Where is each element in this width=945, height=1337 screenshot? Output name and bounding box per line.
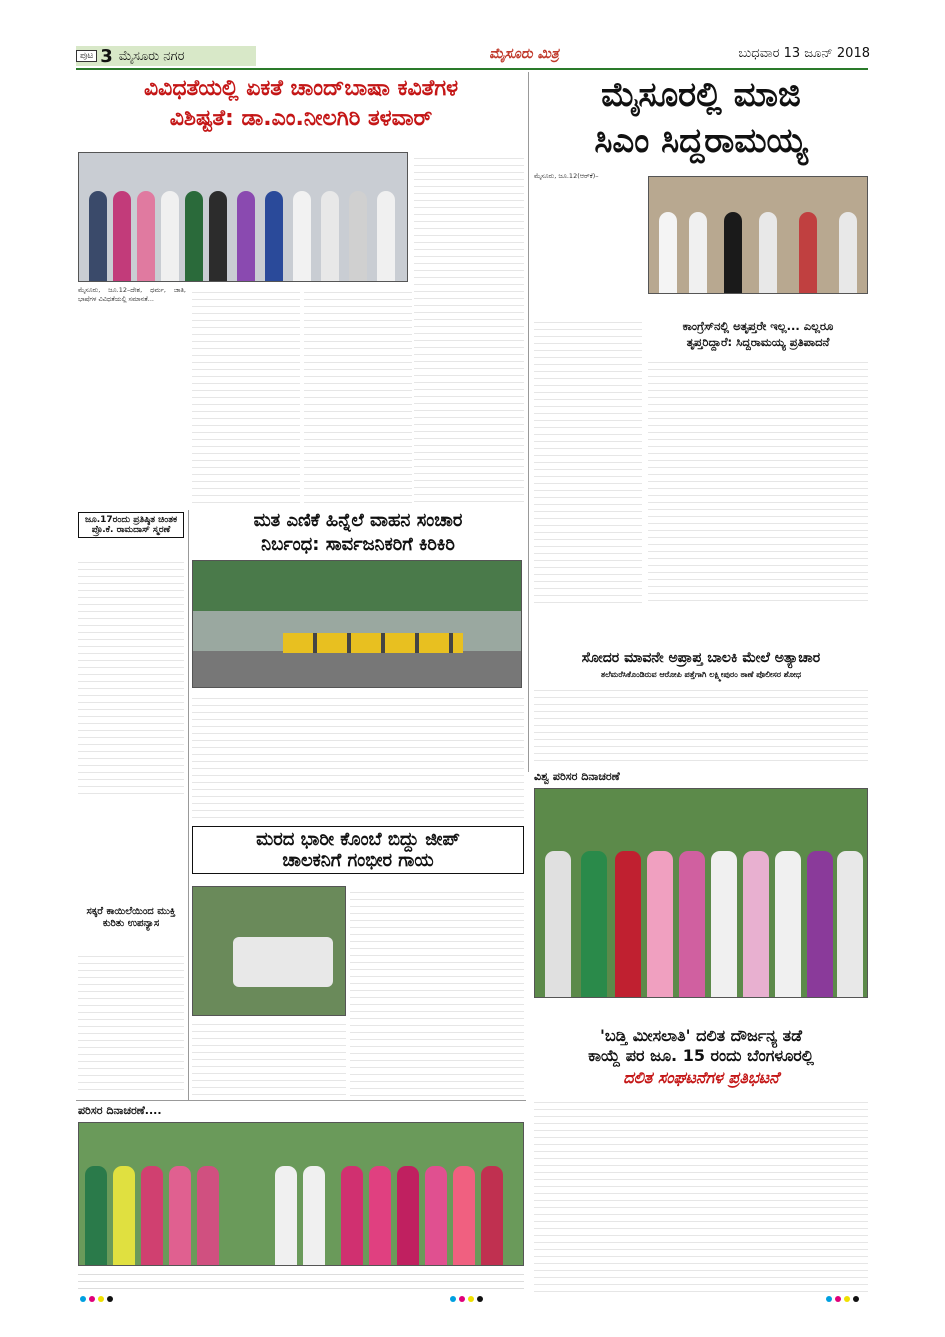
jeep-headline-box [192, 826, 524, 874]
dalit-headline-1: 'ಬಡ್ತಿ ಮೀಸಲಾತಿ' ದಲಿತ ದೌರ್ಜನ್ಯ ತಡೆ [600, 1026, 802, 1045]
siddaramaiah-photo [648, 176, 868, 294]
barricades [283, 633, 463, 653]
page-tag: ಪುಟ [76, 50, 97, 62]
column-divider [188, 510, 189, 1100]
registration-marks-left [80, 1296, 113, 1302]
header-rule [76, 68, 868, 70]
page-section-header [76, 46, 256, 66]
parisara-group-photo [78, 1122, 524, 1266]
registration-marks-right [826, 1296, 859, 1302]
dalit-story-text [534, 1096, 868, 1292]
jeep-headline-2: ಚಾಲಕನಿಗೆ ಗಂಭೀರ ಗಾಯ [282, 850, 434, 871]
lead-story-text [78, 286, 186, 506]
traffic-headline-2: ನಿರ್ಬಂಧ: ಸಾರ್ವಜನಿಕರಿಗೆ ಕಿರಿಕಿರಿ [261, 534, 455, 555]
tree-planting-photo [534, 788, 868, 998]
lead-story-column-2 [192, 286, 300, 506]
jeep-story-text-2 [192, 1018, 346, 1096]
newspaper-brand: ಮೈಸೂರು ಮಿತ್ರ [489, 46, 559, 62]
section-name: ಮೈಸೂರು ನಗರ [118, 48, 185, 64]
siddaramaiah-headline-2: ಸಿಎಂ ಸಿದ್ದರಾಮಯ್ಯ [594, 121, 808, 161]
siddaramaiah-column-2 [534, 316, 642, 606]
jeep-story-text [350, 886, 524, 1096]
page-number: 3 [100, 45, 113, 67]
traffic-barricade-photo [192, 560, 522, 688]
congress-story-text [648, 356, 868, 606]
dalit-headline-3: ದಲಿತ ಸಂಘಟನೆಗಳ ಪ್ರತಿಭಟನೆ [623, 1068, 779, 1087]
sakkare-story-text [78, 950, 184, 1096]
siddaramaiah-story-text [534, 172, 642, 312]
sakkare-headline: ಸಕ್ಕರೆ ಕಾಯಿಲೆಯಿಂದ ಮುಕ್ತಿ ಕುರಿತು ಉಪನ್ಯಾಸ [86, 906, 176, 929]
congress-headline-2: ತೃಪ್ತರಿದ್ದಾರೆ: ಸಿದ್ದರಾಮಯ್ಯ ಪ್ರತಿಪಾದನೆ [686, 335, 830, 349]
congress-headline-1: ಕಾಂಗ್ರೆಸ್‌ನಲ್ಲಿ ಅತೃಪ್ತರೇ ಇಲ್ಲ... ಎಲ್ಲರೂ [682, 319, 834, 333]
lead-story-column-4 [414, 152, 524, 506]
parisara-caption [78, 1268, 524, 1290]
section-rule [76, 1100, 526, 1101]
jeep-shape [233, 937, 333, 987]
assault-subhead: ತಲೆಮರೆಸಿಕೊಂಡಿರುವ ಆರೋಪಿ ಪತ್ತೆಗಾಗಿ ಲಕ್ಷ್ಮೀಪುರಂ ಠಾಣೆ ಪೊಲೀಸರ ಶೋಧ [600, 670, 802, 679]
lead-story-column-3 [304, 286, 412, 506]
siddaramaiah-dateline: ಮೈಸೂರು, ಜೂ.12(ಆರ್‌ಕೆ)– [534, 172, 599, 180]
lead-dateline: ಮೈಸೂರು, ಜೂ.12–ದೇಶ, ಧರ್ಮ, ಜಾತಿ, ಭಾಷೆಗಳ ವಿವಿಧತೆಯಲ್ಲಿ ಸಮಾನತೆ... [78, 286, 186, 304]
siddaramaiah-headline-1: ಮೈಸೂರಲ್ಲಿ ಮಾಜಿ [601, 75, 801, 115]
assault-headline: ಸೋದರ ಮಾವನೇ ಅಪ್ರಾಪ್ತ ಬಾಲಕಿ ಮೇಲೆ ಅತ್ಯಾಚಾರ [581, 650, 821, 666]
jeep-headline-1: ಮರದ ಭಾರೀ ಕೊಂಬೆ ಬಿದ್ದು ಜೀಪ್ [256, 829, 460, 850]
lead-headline-1: ವಿವಿಧತೆಯಲ್ಲಿ ಏಕತೆ ಚಾಂದ್‌ಬಾಷಾ ಕವಿತೆಗಳ [143, 76, 459, 101]
lead-headline-2: ವಿಶಿಷ್ಟತೆ: ಡಾ.ಎಂ.ನೀಲಗಿರಿ ತಳವಾರ್ [169, 106, 433, 131]
column-divider [528, 72, 529, 772]
environment-label: ವಿಶ್ವ ಪರಿಸರ ದಿನಾಚರಣೆ [534, 770, 620, 783]
registration-marks-center [450, 1296, 483, 1302]
road-surface [193, 651, 522, 688]
traffic-headline-1: ಮತ ಎಣಿಕೆ ಹಿನ್ನೆಲೆ ವಾಹನ ಸಂಚಾರ [253, 510, 463, 531]
book-release-photo [78, 152, 408, 282]
assault-story-text [534, 684, 868, 766]
ramdas-story-text [78, 556, 184, 796]
issue-date: ಬುಧವಾರ 13 ಜೂನ್ 2018 [738, 46, 870, 61]
dalit-headline-2 [534, 1046, 868, 1065]
jeep-accident-photo [192, 886, 346, 1016]
traffic-story-text [192, 692, 524, 822]
tree-canopy [193, 561, 522, 611]
dalit-headline-2-text: ಕಾಯ್ದೆ ಪರ ಜೂ. 15 ರಂದು ಬೆಂಗಳೂರಲ್ಲಿ [588, 1046, 814, 1065]
parisara-label: ಪರಿಸರ ದಿನಾಚರಣೆ.... [78, 1104, 162, 1117]
ramdas-headline: ಜೂ.17ರಂದು ಪ್ರತಿಷ್ಠಿತ ಚಿಂತಕ ಪ್ರೊ.ಕೆ. ರಾಮದಾಸ್ ಸ್ಮರಣೆ [78, 512, 184, 538]
